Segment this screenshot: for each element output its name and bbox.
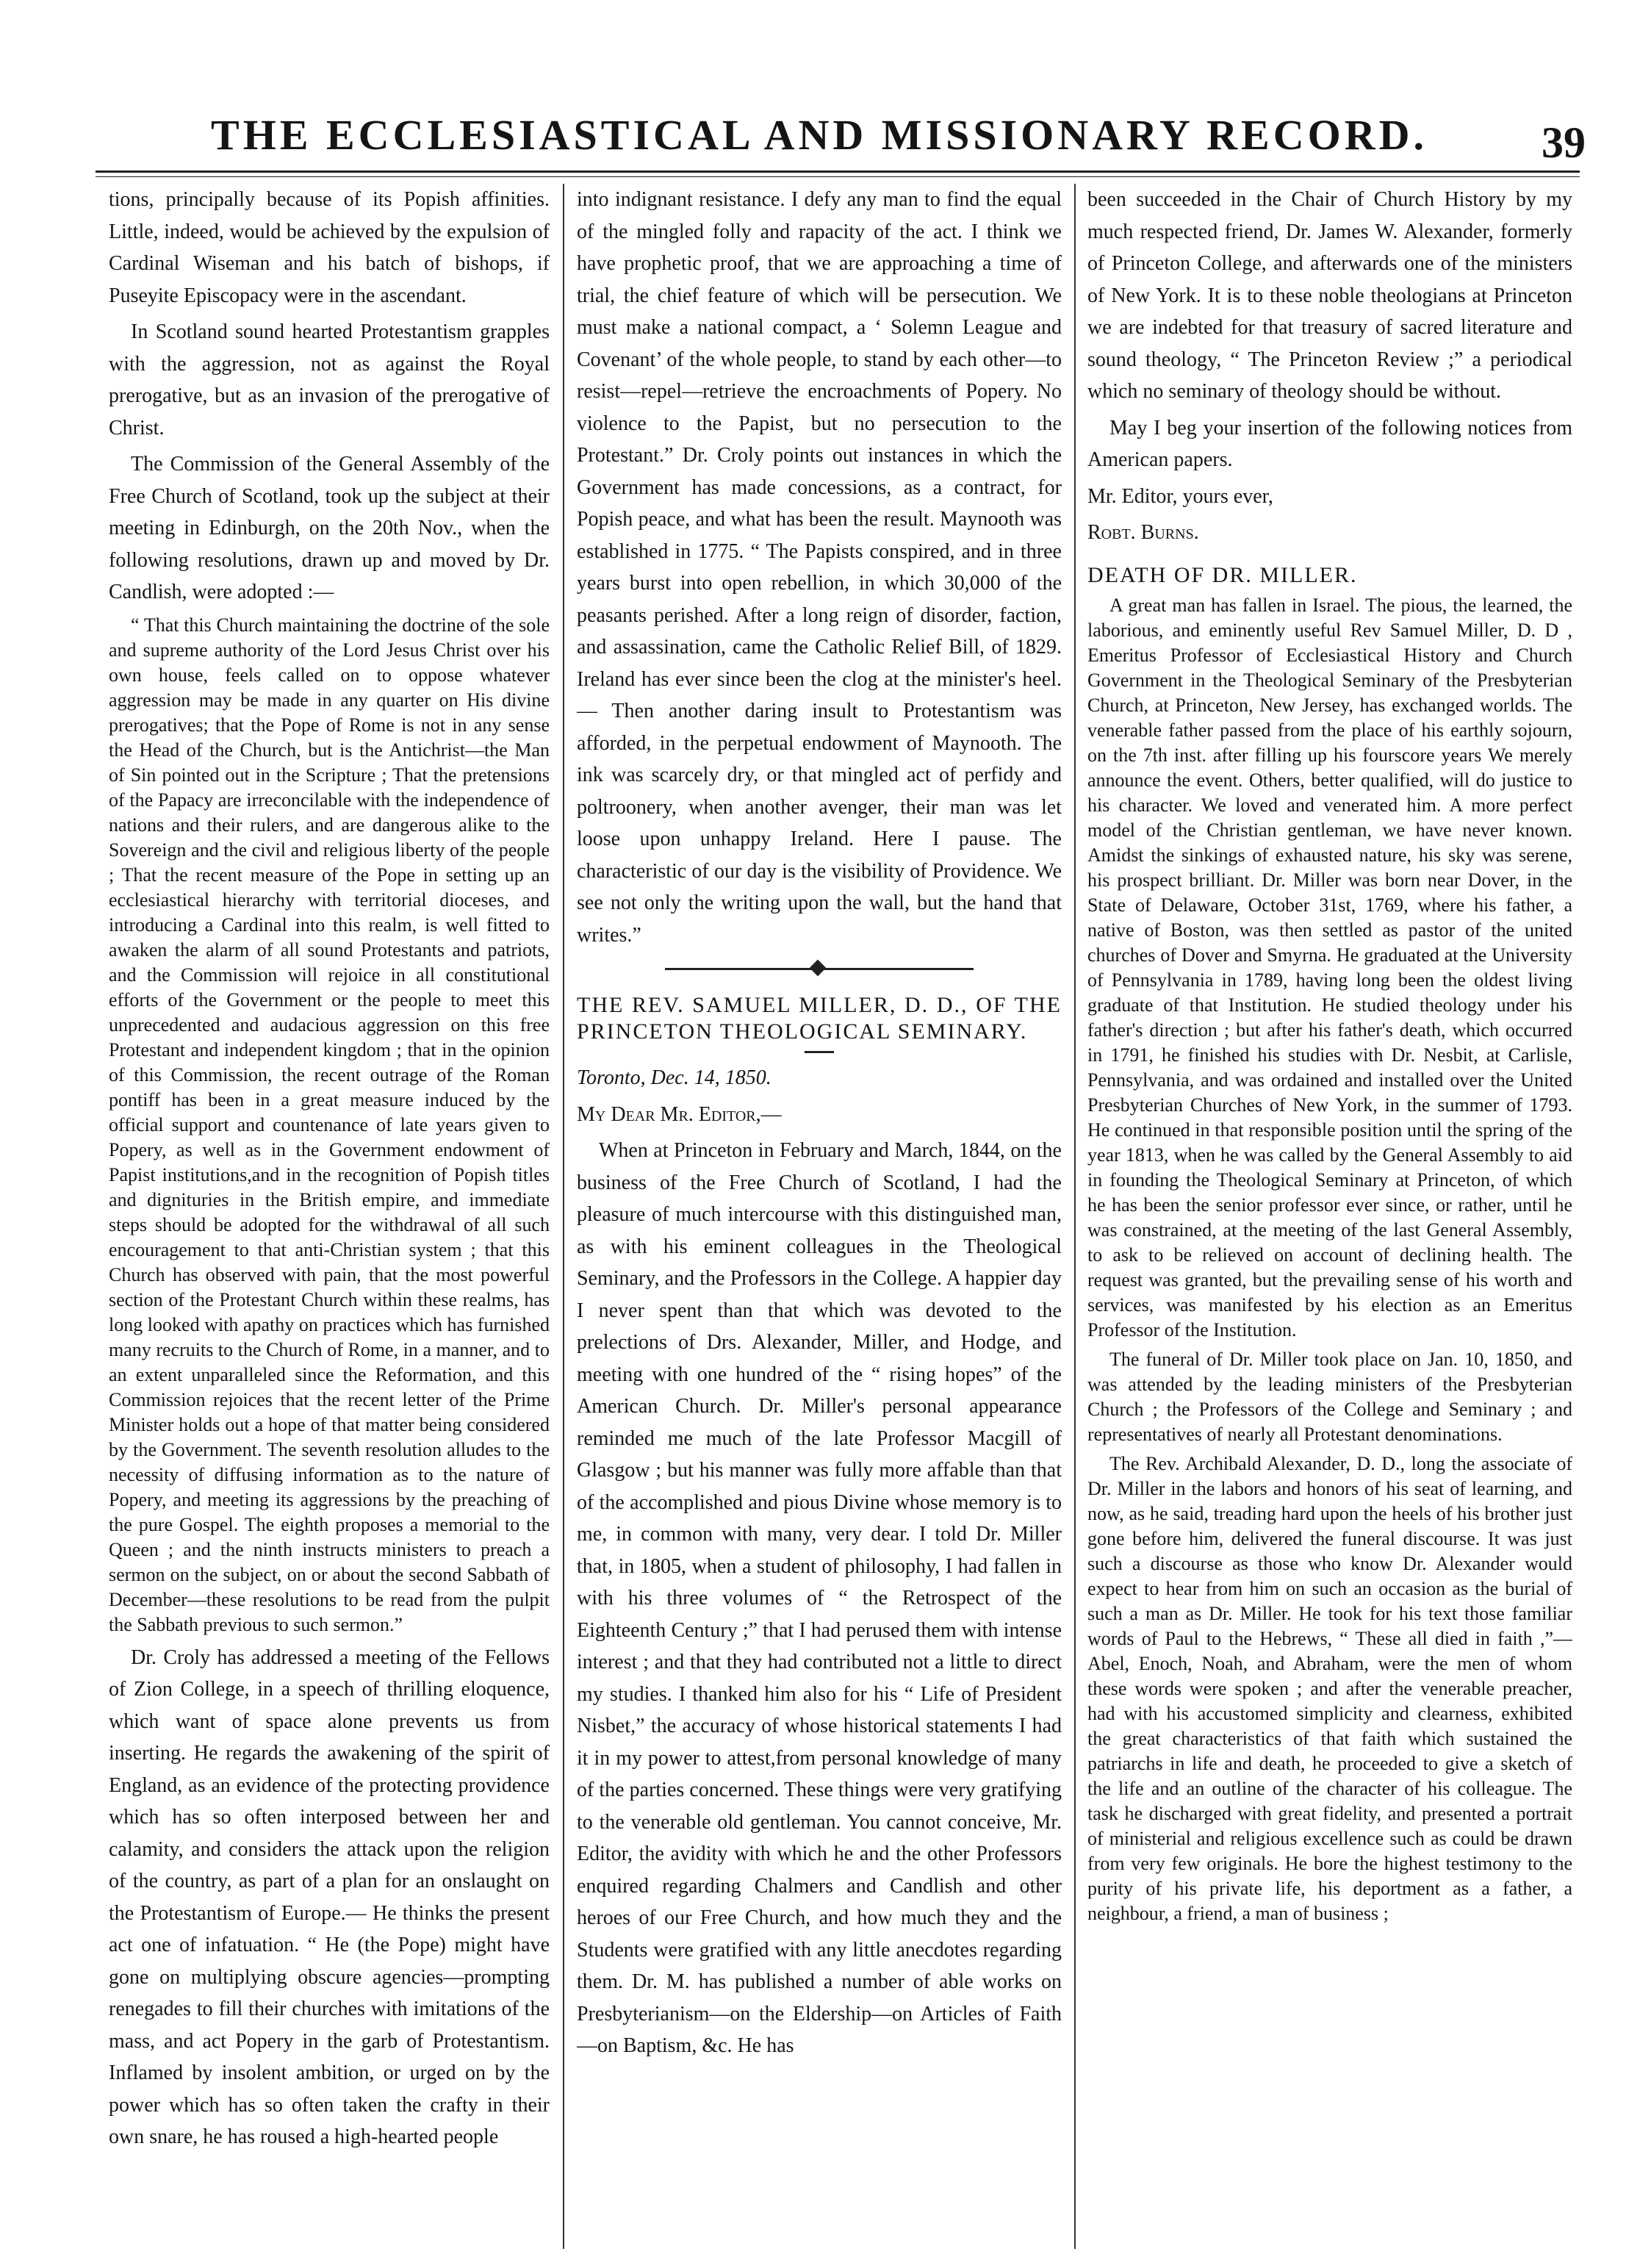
col1-paragraph-3: The Commission of the General Assembly of the Free Church of Scotland, took up the subject at their meeting in Edinburgh, on the 20th Nov., when the following resolutions, drawn up and moved by Dr. Candlish, were adopted :— <box>109 453 550 603</box>
col1-paragraph-1: tions, principally because of its Popish affinities. Little, indeed, would be achieved by the expulsion of Cardinal Wiseman and his batch of bishops, if Puseyite Episcopacy were in the ascendant. <box>109 188 550 307</box>
column-divider-1 <box>563 184 564 2249</box>
col3-paragraph-1: been succeeded in the Chair of Church History by my much respected friend, Dr. James W. Alexander, formerly of Princeton College, and afterwards one of the ministers of New York. It is to these noble theologians at Princeton we are indebted for that treasury of sacred literature and sound theology, “ The Princeton Review ;” a periodical which no seminary of theology should be without. <box>1087 188 1572 403</box>
col1-paragraph-4: Dr. Croly has addressed a meeting of the Fellows of Zion College, in a speech of thrilling eloquence, which want of space alone prevents us from inserting. He regards the awakening of the spirit of England, as an evidence of the protecting providence which has so often interposed between her and calamity, and considers the attack upon the religion of the country, as part of a plan for an onslaught on the Protestantism of Europe.— He thinks the present act one of infatuation. “ He (the Pope) might have gone on multiplying obscure agencies—prompting renegades to fill their churches with imitations of the mass, and act Popery in the garb of Protestantism. Inflamed by insolent ambition, or urged on by the power which has so often taken the crafty in their own snare, he has roused a high-hearted people <box>109 1646 550 2148</box>
masthead-title: THE ECCLESIASTICAL AND MISSIONARY RECORD. <box>211 111 1428 159</box>
col2-paragraph-2: When at Princeton in February and March, 1844, on the business of the Free Church of Scotland, I had the pleasure of much intercourse with this distinguished man, as with his eminent colleagues in the Theological Seminary, and the Professors in the College. A happier day I never spent than that which was devoted to the prelections of Drs. Alexander, Miller, and Hodge, and meeting with one hundred of the “ rising hopes” of the American Church. Dr. Miller's personal appearance reminded me much of the late Professor Macgill of Glasgow ; but his manner was fully more affable than that of the accomplished and pious Divine whose memory is to me, in common with many, very dear. I told Dr. Miller that, in 1805, when a student of philosophy, I had fallen in with his three volumes of “ the Retrospect of the Eighteenth Century ;” that I had perused them with intense interest ; and that they had contributed not a little to direct my studies. I thanked him also for his “ Life of President Nisbet,” the accuracy of whose historical statements I had it in my power to attest,from personal knowledge of many of the parties concerned. These things were very gratifying to the venerable old gentleman. You cannot conceive, Mr. Editor, the avidity with which he and the other Professors enquired regarding Chalmers and Candlish and other heroes of our Free Church, and how much they and the Students were gratified with any little anecdotes regarding them. Dr. M. has published a number of able works on Presbyterianism—on the Eldership—on Articles of Faith—on Baptism, &c. He has <box>577 1139 1062 2057</box>
letter-sign-off: Mr. Editor, yours ever, <box>1087 484 1273 508</box>
page-number: 39 <box>1542 118 1586 167</box>
col3-paragraph-5: The Rev. Archibald Alexander, D. D., long the associate of Dr. Miller in the labors and honors of his seat of learning, and now, as he said, treading hard upon the heels of his brother just gone before him, delivered the funeral discourse. It was just such a discourse as those who know Dr. Alexander would expect to hear from him on such an occasion as the burial of such a man as Dr. Miller. He took for his text those familiar words of Paul to the Hebrews, “ These all died in faith ,”—Abel, Enoch, Noah, and Abraham, were the men of whom these words were spoken ; and after the venerable preacher, had with his accustomed simplicity and clearness, exhibited the great characteristics of that faith which sustained the patriarchs in life and death, he proceeded to give a sketch of the life and an outline of the character of his colleague. The task he discharged with great fidelity, and presented a portrait of ministerial and religious excellence such as could be drawn from very few originals. He bore the highest testimony to the purity of his private life, his deportment as a father, a neighbour, a friend, a man of business ; <box>1087 1452 1572 1924</box>
heading-short-rule <box>805 1051 834 1053</box>
article-heading-miller: THE REV. SAMUEL MILLER, D. D., OF THE PRINCETON THEOLOGICAL SEMINARY. <box>577 993 1062 1044</box>
col3-paragraph-4: The funeral of Dr. Miller took place on Jan. 10, 1850, and was attended by the leading ministers of the Presbyterian Church ; the Professors of the College and Seminary ; and representatives of nearly all Protestant denominations. <box>1087 1348 1572 1445</box>
col1-paragraph-2: In Scotland sound hearted Protestantism grapples with the aggression, not as against the Royal prerogative, but as an invasion of the prerogative of Christ. <box>109 320 550 439</box>
col3-paragraph-2: May I beg your insertion of the following notices from American papers. <box>1087 416 1572 471</box>
article-dateline: Toronto, Dec. 14, 1850. <box>577 1066 771 1089</box>
letter-signature: Robt. Burns. <box>1087 521 1199 544</box>
column-divider-2 <box>1074 184 1076 2249</box>
header-rule <box>96 171 1580 173</box>
column-2 <box>577 184 1062 2249</box>
section-ornament <box>665 961 974 976</box>
col3-paragraph-3: A great man has fallen in Israel. The pious, the learned, the laborious, and eminently useful Rev Samuel Miller, D. D , Emeritus Professor of Ecclesiastical History and Church Government in the Theological Seminary of the Presbyterian Church, at Princeton, New Jersey, has exchanged worlds. The venerable father passed from the place of his earthly sojourn, on the 7th inst. after filling up his fourscore years We merely announce the event. Others, better qualified, will do justice to his character. We loved and venerated him. A more perfect model of the Christian gentleman, we have never known. Amidst the sinkings of exhausted nature, his sky was serene, his prospect brilliant. Dr. Miller was born near Dover, in the State of Delaware, October 31st, 1769, where his father, a native of Boston, was then settled as pastor of the united churches of Dover and Smyrna. He graduated at the University of Pennsylvania in 1789, having long been the oldest living graduate of that Institution. He studied theology under his father's direction ; but after his father's death, which occurred in 1791, he finished his studies with Dr. Nesbit, at Carlisle, Pennsylvania, and was ordained and installed over the United Presbyterian Churches of New York, in the summer of 1793. He continued in that responsible position until the spring of the year 1813, when he was called by the General Assembly to aid in founding the Theological Seminary at Princeton, of which he has been the senior professor ever since, or rather, until he was constrained, at the meeting of the last General Assembly, to ask to be relieved on account of declining health. The request was granted, but the prevailing sense of his worth and services, was manifested by his election as an Emeritus Professor of the Institution. <box>1087 594 1572 1341</box>
col1-resolution-quote: “ That this Church maintaining the doctrine of the sole and supreme authority of the Lord Jesus Christ over his own house, feels called on to oppose whatever aggression may be made in any quarter on His divine prerogatives; that the Pope of Rome is not in any sense the Head of the Church, but is the Antichrist—the Man of Sin pointed out in the Scripture ; That the pretensions of the Papacy are irreconcilable with the independence of nations and their rulers, and are dangerous alike to the Sovereign and the civil and religious liberty of the people ; That the recent measure of the Pope in setting up an ecclesiastical hierarchy with territorial dioceses, and introducing a Cardinal into this realm, is well fitted to awaken the alarm of all sound Protestants and patriots, and the Commission will rejoice in all constitutional efforts of the Government or the people to meet this unprecedented and audacious aggression on this free Protestant and independent kingdom ; that in the opinion of this Commission, the recent outrage of the Roman pontiff has been in a great measure induced by the official support and countenance of late years given to Popery, as well as in the Government endowment of Papist institutions,and in the recognition of Popish titles and dignituries in the British empire, and immediate steps should be adopted for the withdrawal of all such encouragement to that anti-Christian system ; that this Church has observed with pain, that the most powerful section of the Protestant Church within these realms, has long looked with apathy on practices which has furnished many recruits to the Church of Rome, in a manner, and to an extent unparalleled since the Reformation, and this Commission rejoices that the recent letter of the Prime Minister holds out a hope of that matter being considered by the Government. The seventh resolution alludes to the necessity of diffusing information as to the nature of Popery, and meeting its aggressions by the preaching of the pure Gospel. The eighth proposes a memorial to the Queen ; and the ninth instructs ministers to preach a sermon on the subject, on or about the second Sabbath of December—these resolutions to be read from the pulpit the Sabbath previous to such sermon.” <box>109 614 550 1635</box>
death-notice-heading: DEATH OF DR. MILLER. <box>1087 562 1358 587</box>
header-rule-thin <box>96 176 1580 177</box>
col2-paragraph-1: into indignant resistance. I defy any man to find the equal of the mingled folly and rapacity of the act. I think we have prophetic proof, that we are approaching a time of trial, the chief feature of which will be persecution. We must make a national compact, a ‘ Solemn League and Covenant’ of the whole people, to stand by each other—to resist—repel—retrieve the encroachments of Popery. No violence to the Papist, but no persecution to the Protestant.” Dr. Croly points out instances in which the Government has made concessions, as a contract, for Popish peace, and what has been the result. Maynooth was established in 1775. “ The Papists conspired, and in three years burst into open rebellion, in which 30,000 of the peasants perished. After a long reign of disorder, faction, and assassination, came the Catholic Relief Bill, of 1829. Ireland has ever since been the clog at the minister's heel.— Then another daring insult to Protestantism was afforded, in the perpetual endowment of Maynooth. The ink was scarcely dry, or that mingled act of perfidy and poltroonery, when another avenger, their man was let loose upon unhappy Ireland. Here I pause. The characteristic of our day is the visibility of Providence. We see not only the writing upon the wall, but the hand that writes.” <box>577 188 1062 947</box>
column-1 <box>109 184 550 2249</box>
ornament-diamond-icon <box>810 960 827 977</box>
column-3 <box>1087 184 1572 2249</box>
article-salutation: My Dear Mr. Editor,— <box>577 1102 782 1126</box>
